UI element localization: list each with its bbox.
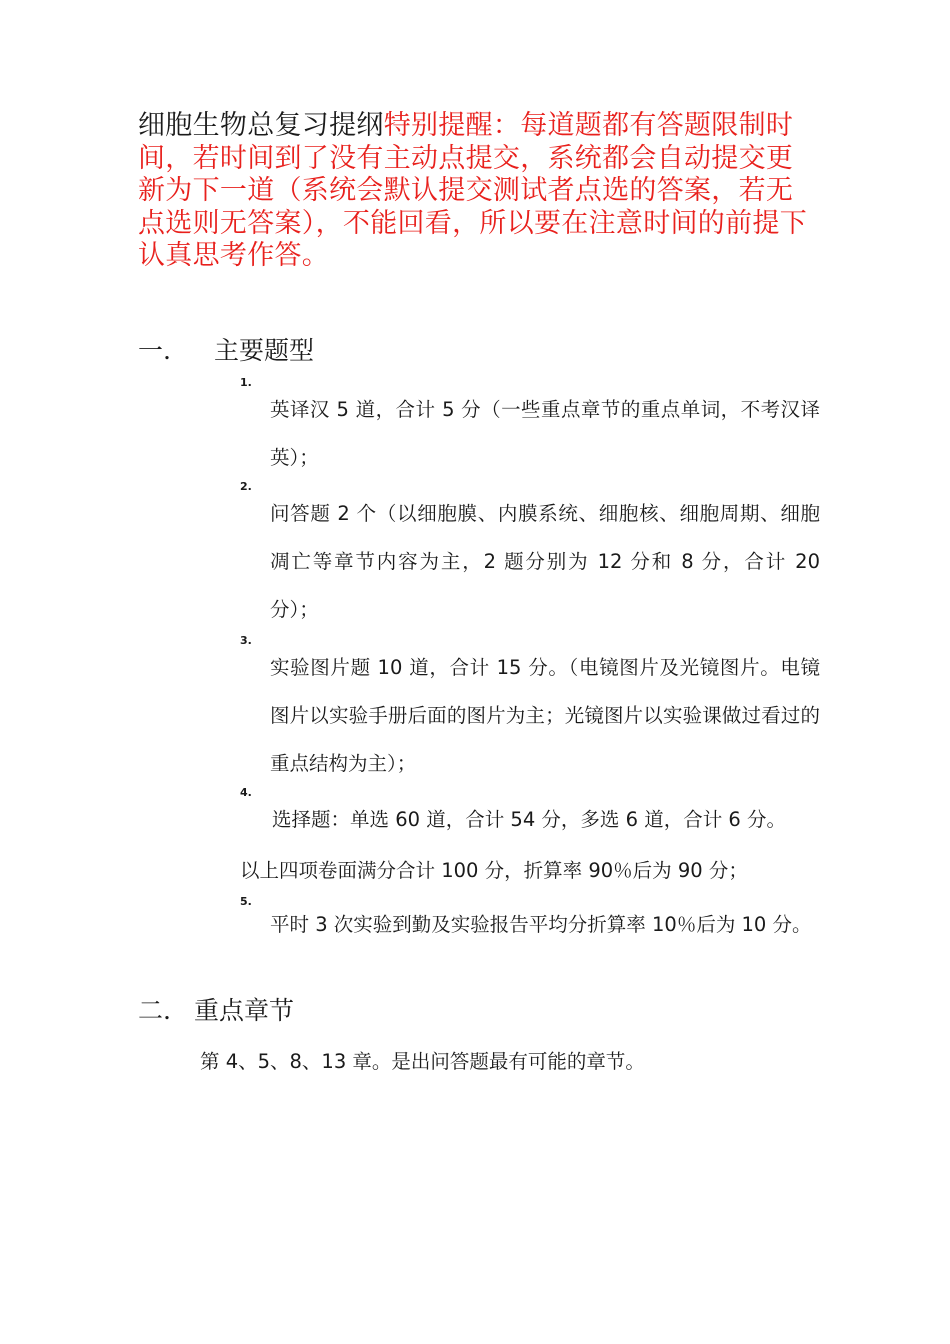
section-title: 重点章节 [194,996,295,1025]
list-item-text: 问答题 2 个（以细胞膜、内膜系统、细胞核、细胞周期、细胞凋亡等章节内容为主，2 题分别为 12 分和 8 分，合计 20 分）； [270,502,820,621]
list-marker: 3. [240,634,252,647]
list-item-text: 英译汉 5 道，合计 5 分（一些重点章节的重点单词，不考汉译英）； [270,398,820,469]
list-marker: 5. [240,895,252,908]
doc-title: 细胞生物总复习提纲 [138,110,384,141]
list-item [240,634,820,788]
list-item [240,376,820,482]
list-marker: 2. [240,480,252,493]
list-item [240,480,820,634]
score-summary: 以上四项卷面满分合计 100 分，折算率 90％后为 90 分； [240,859,748,882]
special-notice: 特别提醒：每道题都有答题限制时间，若时间到了没有主动点提交，系统都会自动提交更新为下一道（系统会默认提交测试者点选的答案，若无点选则无答案），不能回看，所以要在注意时间的前提下认真思考作答。 [138,110,807,271]
title-paragraph [138,110,818,273]
section-title: 主要题型 [214,336,315,365]
list-marker: 1. [240,376,252,389]
list-item-text: 选择题：单选 60 道，合计 54 分，多选 6 道，合计 6 分。 [272,808,787,831]
list-item-text: 实验图片题 10 道，合计 15 分。（电镜图片及光镜图片。电镜图片以实验手册后面的图片为主；光镜图片以实验课做过看过的重点结构为主）； [270,656,820,775]
list-item-text: 平时 3 次实验到勤及实验报告平均分折算率 10％后为 10 分。 [270,913,812,936]
key-chapters-text: 第 4、5、8、13 章。是出问答题最有可能的章节。 [200,1050,645,1073]
list-item [240,786,820,844]
list-item [240,895,820,945]
list-marker: 4. [240,786,252,799]
section-heading-main-question-types [138,336,314,366]
section-heading-key-chapters [138,996,294,1026]
section-number: 二. [138,996,171,1025]
section-number: 一. [138,336,171,365]
